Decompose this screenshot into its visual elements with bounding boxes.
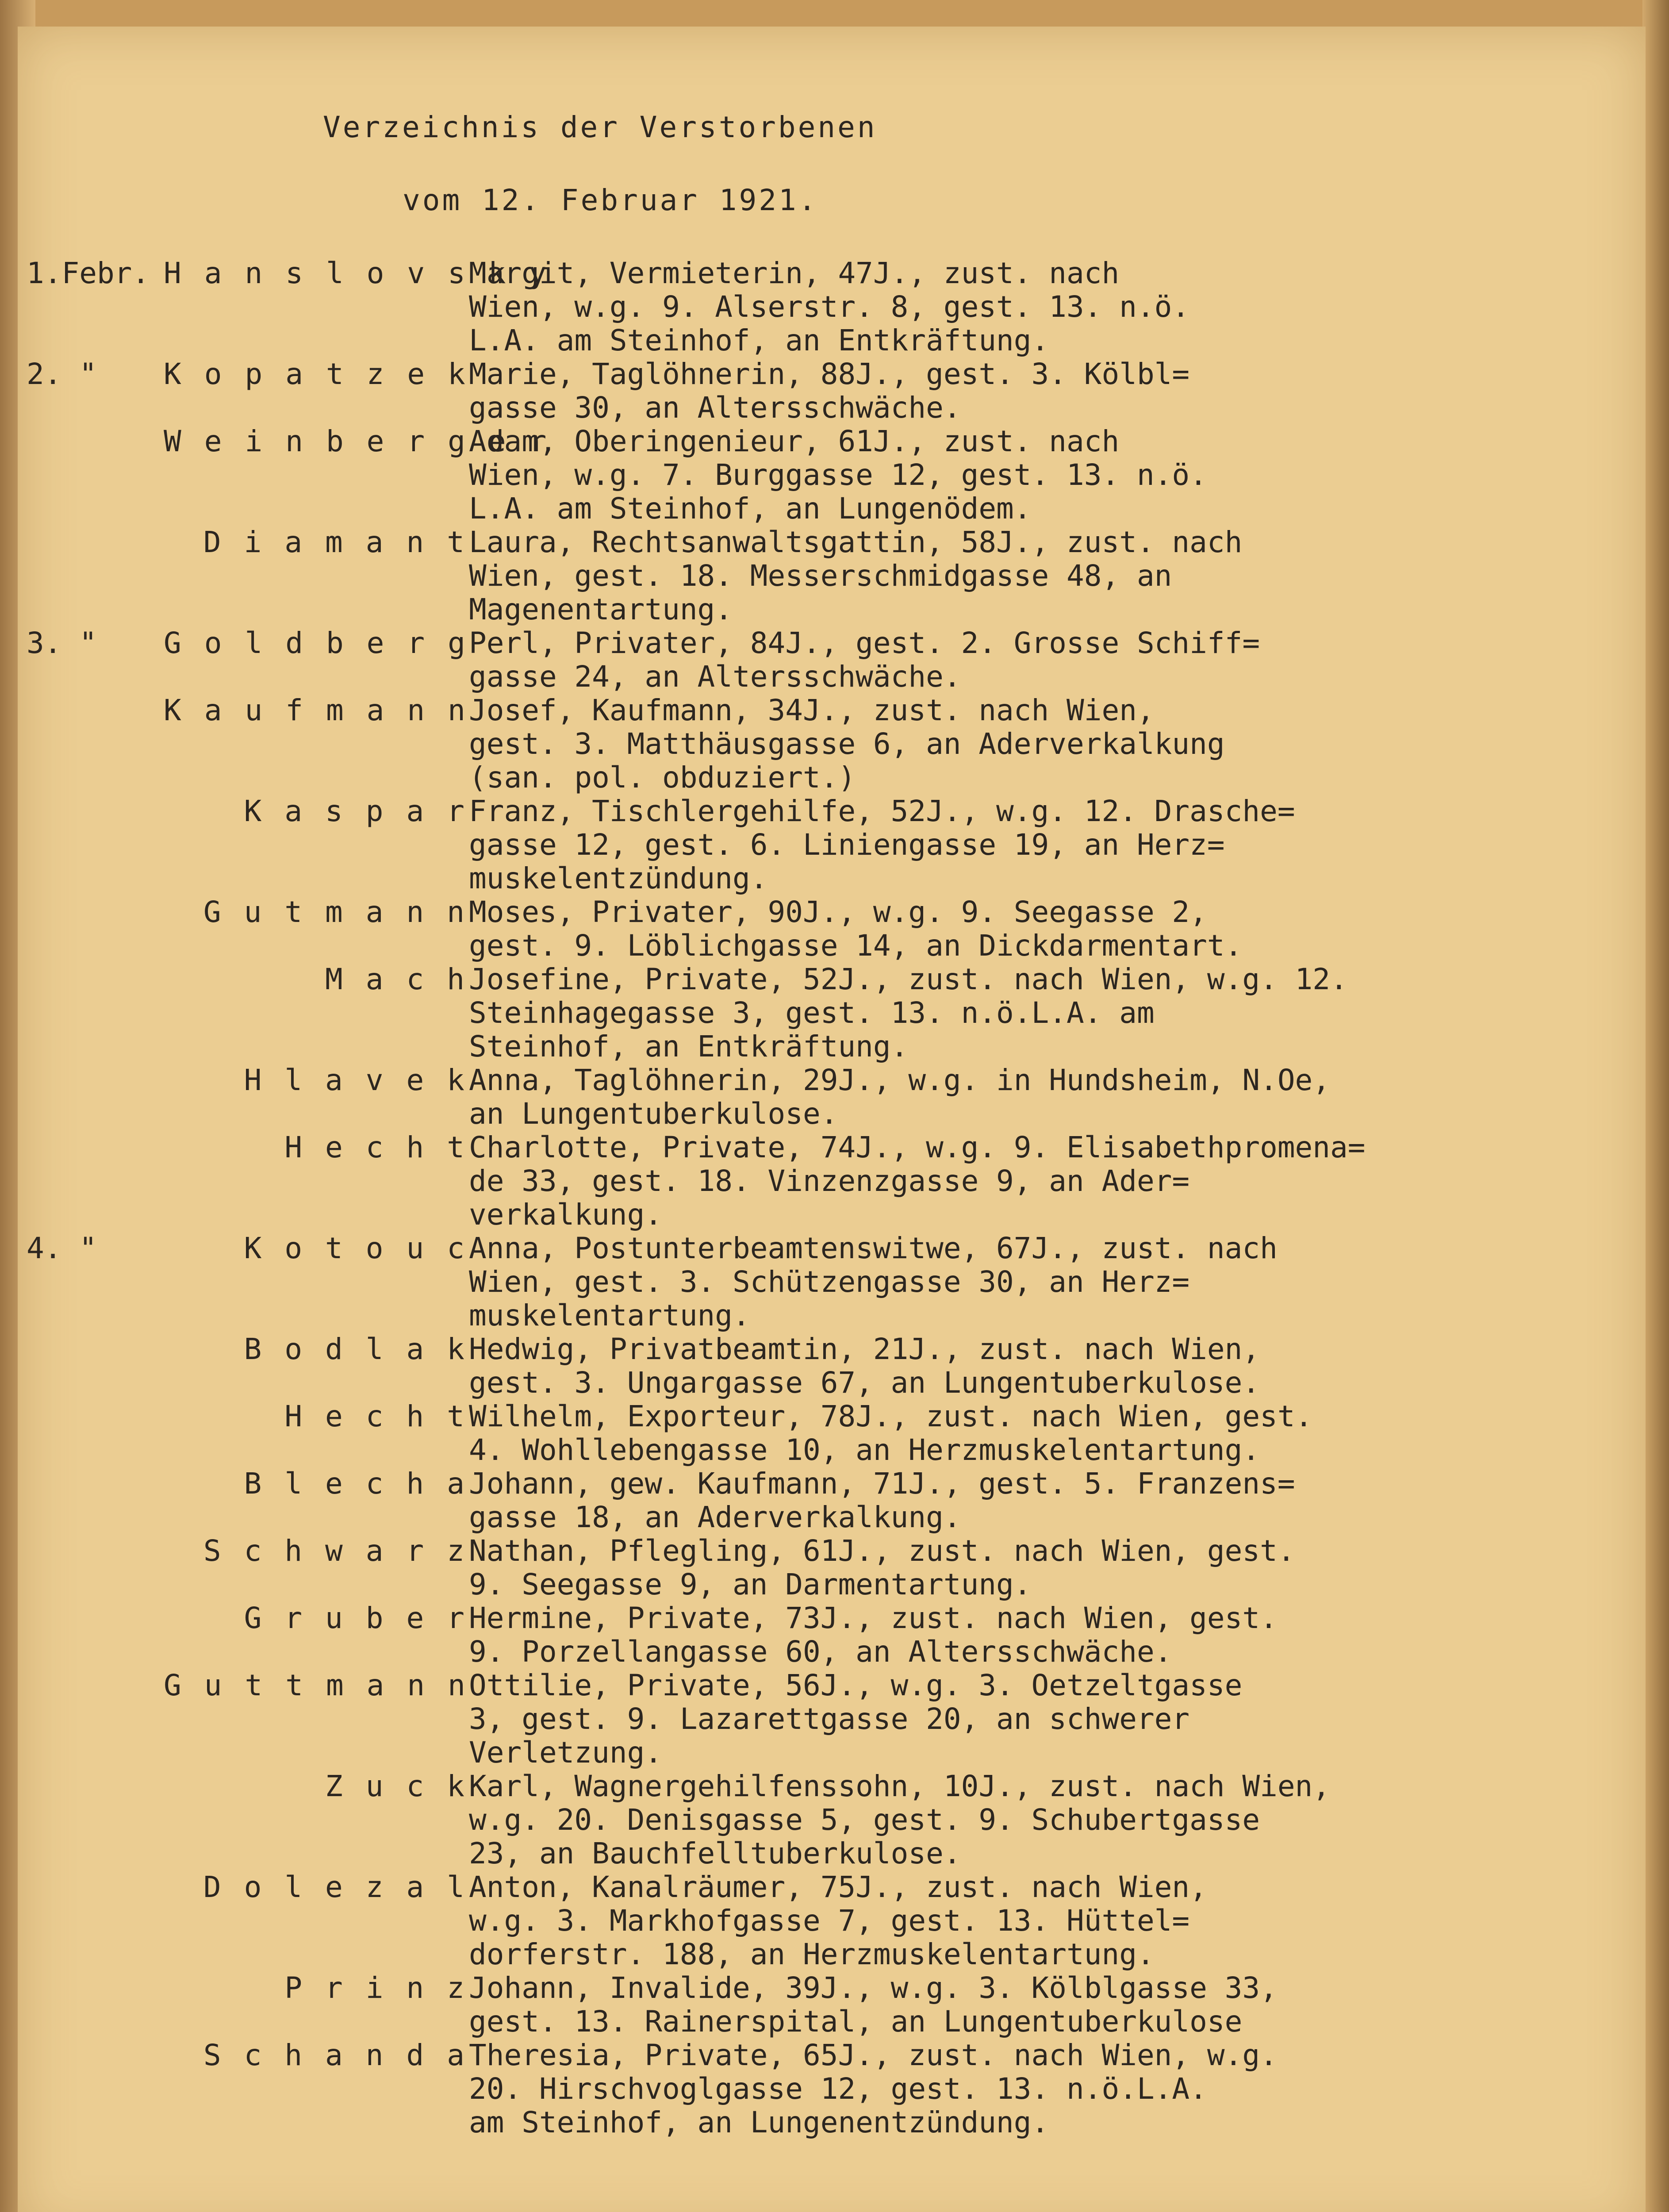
- entry: [18, 1601, 1628, 1669]
- entry-text: Johann, Invalide, 39J., w.g. 3. Kölblgasse 33,: [469, 1971, 1278, 2005]
- entry-first-line: [18, 526, 1628, 559]
- entry-text: Ottilie, Private, 56J., w.g. 3. Oetzeltgasse: [469, 1668, 1243, 1702]
- entry-first-line: [18, 257, 1628, 290]
- entry-text: w.g. 20. Denisgasse 5, gest. 9. Schubertgasse: [469, 1803, 1260, 1837]
- entry-first-line: [18, 1971, 1628, 2005]
- entry-text: gest. 9. Löblichgasse 14, an Dickdarmentart.: [469, 929, 1243, 963]
- entry-continuation-line: [18, 1198, 1628, 1232]
- entry-text: muskelentartung.: [469, 1298, 750, 1333]
- entry-text: muskelentzündung.: [469, 861, 768, 895]
- entry-surname: Schanda: [203, 2038, 487, 2072]
- entry-text: 3, gest. 9. Lazarettgasse 20, an schwerer: [469, 1702, 1190, 1736]
- entry-surname: Mach: [325, 962, 487, 996]
- entry-continuation-line: [18, 1568, 1628, 1601]
- entry-continuation-line: [18, 727, 1628, 761]
- entry-continuation-line: [18, 324, 1628, 357]
- entry-text: de 33, gest. 18. Vinzenzgasse 9, an Ader=: [469, 1164, 1190, 1198]
- entry-text: gest. 3. Ungargasse 67, an Lungentuberkulose.: [469, 1366, 1260, 1400]
- entry-first-line: [18, 1467, 1628, 1501]
- entry-text: Karl, Wagnergehilfenssohn, 10J., zust. nach Wien,: [469, 1769, 1331, 1803]
- entry-text: Nathan, Pflegling, 61J., zust. nach Wien, gest.: [469, 1534, 1295, 1568]
- entry-first-line: [18, 1534, 1628, 1568]
- entry-surname: Prinz: [284, 1971, 487, 2005]
- entry-text: gasse 30, an Altersschwäche.: [469, 391, 961, 425]
- entry-text: Josefine, Private, 52J., zust. nach Wien, w.g. 12.: [469, 962, 1348, 996]
- entry-continuation-line: [18, 1366, 1628, 1400]
- entry-text: Moses, Privater, 90J., w.g. 9. Seegasse 2,: [469, 895, 1207, 929]
- entry-surname: Hecht: [284, 1130, 487, 1164]
- entry-continuation-line: [18, 290, 1628, 324]
- entry-text: Anna, Taglöhnerin, 29J., w.g. in Hundsheim, N.Oe,: [469, 1063, 1331, 1097]
- entry-continuation-line: [18, 458, 1628, 492]
- entry-text: gest. 3. Matthäusgasse 6, an Aderverkalkung: [469, 727, 1225, 761]
- entry-surname: Kaspar: [244, 794, 487, 828]
- entries-list: [18, 257, 1628, 2139]
- entry-surname: Bodlak: [244, 1332, 487, 1366]
- entry-text: Verletzung.: [469, 1736, 663, 1770]
- entry-surname: Dolezal: [203, 1870, 487, 1904]
- entry-continuation-line: [18, 559, 1628, 593]
- entry-continuation-line: [18, 2072, 1628, 2106]
- entry-text: Marie, Taglöhnerin, 88J., gest. 3. Kölbl=: [469, 357, 1190, 391]
- entry-text: Johann, gew. Kaufmann, 71J., gest. 5. Franzens=: [469, 1467, 1295, 1501]
- entry-first-line: [18, 795, 1628, 828]
- entry: [18, 1467, 1628, 1534]
- entry-text: verkalkung.: [469, 1198, 663, 1232]
- entry-first-line: [18, 357, 1628, 391]
- entry-text: L.A. am Steinhof, an Entkräftung.: [469, 323, 1049, 357]
- entry-text: Theresia, Private, 65J., zust. nach Wien, w.g.: [469, 2038, 1278, 2072]
- entry-first-line: [18, 1770, 1628, 1803]
- entry-continuation-line: [18, 2005, 1628, 2039]
- entry-text: Wien, gest. 18. Messerschmidgasse 48, an: [469, 559, 1172, 593]
- entry-date: 2. ": [27, 357, 97, 391]
- entry-continuation-line: [18, 2106, 1628, 2139]
- entry-text: 9. Seegasse 9, an Darmentartung.: [469, 1567, 1032, 1601]
- entry-first-line: [18, 1870, 1628, 1904]
- entry-text: Laura, Rechtsanwaltsgattin, 58J., zust. nach: [469, 525, 1243, 559]
- entry-surname: Kopatzek: [164, 357, 488, 391]
- entry-text: 20. Hirschvoglgasse 12, gest. 13. n.ö.L.A.: [469, 2072, 1207, 2106]
- entry-continuation-line: [18, 593, 1628, 626]
- entry-continuation-line: [18, 492, 1628, 526]
- entry-continuation-line: [18, 862, 1628, 895]
- entry-surname: Guttmann: [164, 1668, 488, 1702]
- entry-continuation-line: [18, 1164, 1628, 1198]
- entry-surname: Hlavek: [244, 1063, 487, 1097]
- entry-first-line: [18, 895, 1628, 929]
- entry-text: 9. Porzellangasse 60, an Altersschwäche.: [469, 1635, 1172, 1669]
- entry-first-line: [18, 2039, 1628, 2072]
- entry-surname: Gutmann: [203, 895, 487, 929]
- entry-continuation-line: [18, 1265, 1628, 1299]
- entry: [18, 1333, 1628, 1400]
- entry: [18, 694, 1628, 795]
- entry-first-line: [18, 425, 1628, 458]
- entry-continuation-line: [18, 1635, 1628, 1669]
- entry-text: Hermine, Private, 73J., zust. nach Wien, gest.: [469, 1601, 1278, 1635]
- entry: [18, 1770, 1628, 1870]
- entry-surname: Hanslovsky: [164, 256, 570, 290]
- entry-continuation-line: [18, 1702, 1628, 1736]
- entry: [18, 1232, 1628, 1333]
- entry-continuation-line: [18, 1938, 1628, 1971]
- entry-continuation-line: [18, 996, 1628, 1030]
- entry-first-line: [18, 1064, 1628, 1097]
- entry-first-line: [18, 1400, 1628, 1433]
- entry: [18, 1534, 1628, 1601]
- entry-continuation-line: [18, 1904, 1628, 1938]
- entry: [18, 1870, 1628, 1971]
- entry-surname: Kotouc: [244, 1231, 487, 1265]
- entry-text: L.A. am Steinhof, an Lungenödem.: [469, 492, 1032, 526]
- entry: [18, 1064, 1628, 1131]
- entry-text: Perl, Privater, 84J., gest. 2. Grosse Schiff=: [469, 626, 1260, 660]
- entry-text: Magenentartung.: [469, 592, 733, 626]
- entry-first-line: [18, 963, 1628, 996]
- entry-text: Wien, w.g. 7. Burggasse 12, gest. 13. n.ö.: [469, 458, 1207, 492]
- entry-text: (san. pol. obduziert.): [469, 760, 856, 795]
- entry-text: Anton, Kanalräumer, 75J., zust. nach Wien,: [469, 1870, 1207, 1904]
- entry-surname: Diamant: [203, 525, 487, 559]
- entry-surname: Weinberger: [164, 424, 570, 458]
- entry: [18, 963, 1628, 1064]
- entry-date: 1.Febr.: [27, 256, 150, 290]
- entry: [18, 795, 1628, 895]
- entry-surname: Zuck: [325, 1769, 487, 1803]
- entry-text: an Lungentuberkulose.: [469, 1097, 838, 1131]
- entry-continuation-line: [18, 660, 1628, 694]
- entry-text: Anna, Postunterbeamtenswitwe, 67J., zust. nach: [469, 1231, 1278, 1265]
- entry-text: Steinhagegasse 3, gest. 13. n.ö.L.A. am: [469, 996, 1155, 1030]
- entry: [18, 357, 1628, 425]
- entry-continuation-line: [18, 1299, 1628, 1333]
- entry-surname: Schwarz: [203, 1534, 487, 1568]
- entry-first-line: [18, 1131, 1628, 1164]
- entry-text: Franz, Tischlergehilfe, 52J., w.g. 12. Drasche=: [469, 794, 1295, 828]
- entry: [18, 526, 1628, 626]
- entry-continuation-line: [18, 1837, 1628, 1870]
- document-title: Verzeichnis der Verstorbenen: [323, 110, 877, 144]
- entry: [18, 1669, 1628, 1770]
- entry-text: Margit, Vermieterin, 47J., zust. nach: [469, 256, 1120, 290]
- entry-surname: Gruber: [244, 1601, 487, 1635]
- entry-text: Charlotte, Private, 74J., w.g. 9. Elisabethpromena=: [469, 1130, 1366, 1164]
- entry-first-line: [18, 1669, 1628, 1702]
- entry-text: Adam, Oberingenieur, 61J., zust. nach: [469, 424, 1120, 458]
- entry: [18, 1400, 1628, 1467]
- entry-continuation-line: [18, 828, 1628, 862]
- entry-continuation-line: [18, 1803, 1628, 1837]
- entry-text: gest. 13. Rainerspital, an Lungentuberkulose: [469, 2005, 1243, 2039]
- entry-text: Wilhelm, Exporteur, 78J., zust. nach Wien, gest.: [469, 1399, 1313, 1433]
- entry: [18, 257, 1628, 357]
- entry-surname: Hecht: [284, 1399, 487, 1433]
- entry: [18, 425, 1628, 526]
- entry-text: gasse 12, gest. 6. Liniengasse 19, an Herz=: [469, 828, 1225, 862]
- entry-first-line: [18, 694, 1628, 727]
- entry-text: Wien, w.g. 9. Alserstr. 8, gest. 13. n.ö.: [469, 290, 1190, 324]
- entry-continuation-line: [18, 1433, 1628, 1467]
- document-subtitle: vom 12. Februar 1921.: [403, 183, 818, 217]
- entry-surname: Goldberg: [164, 626, 488, 660]
- entry-continuation-line: [18, 1501, 1628, 1534]
- entry-date: 3. ": [27, 626, 97, 660]
- entry-text: Steinhof, an Entkräftung.: [469, 1029, 909, 1064]
- entry-text: Josef, Kaufmann, 34J., zust. nach Wien,: [469, 693, 1155, 727]
- entry: [18, 1131, 1628, 1232]
- entry-continuation-line: [18, 761, 1628, 795]
- entry-surname: Kaufmann: [164, 693, 488, 727]
- entry-text: 4. Wohllebengasse 10, an Herzmuskelentartung.: [469, 1433, 1260, 1467]
- entry: [18, 626, 1628, 694]
- entry-text: dorferstr. 188, an Herzmuskelentartung.: [469, 1937, 1155, 1971]
- entry-first-line: [18, 1333, 1628, 1366]
- entry-text: Wien, gest. 3. Schützengasse 30, an Herz=: [469, 1265, 1190, 1299]
- entry-date: 4. ": [27, 1231, 97, 1265]
- entry-first-line: [18, 1601, 1628, 1635]
- entry-surname: Blecha: [244, 1467, 487, 1501]
- entry-continuation-line: [18, 391, 1628, 425]
- entry-text: 23, an Bauchfelltuberkulose.: [469, 1836, 961, 1870]
- page-edge: [1642, 0, 1669, 2212]
- entry: [18, 1971, 1628, 2039]
- entry-continuation-line: [18, 929, 1628, 963]
- entry-first-line: [18, 626, 1628, 660]
- entry-text: am Steinhof, an Lungenentzündung.: [469, 2105, 1049, 2139]
- entry-continuation-line: [18, 1736, 1628, 1770]
- entry-continuation-line: [18, 1097, 1628, 1131]
- entry-text: Hedwig, Privatbeamtin, 21J., zust. nach Wien,: [469, 1332, 1260, 1366]
- entry: [18, 2039, 1628, 2139]
- entry-continuation-line: [18, 1030, 1628, 1064]
- entry-text: gasse 18, an Aderverkalkung.: [469, 1500, 961, 1534]
- entry: [18, 895, 1628, 963]
- entry-text: gasse 24, an Altersschwäche.: [469, 660, 961, 694]
- entry-first-line: [18, 1232, 1628, 1265]
- entry-text: w.g. 3. Markhofgasse 7, gest. 13. Hüttel=: [469, 1904, 1190, 1938]
